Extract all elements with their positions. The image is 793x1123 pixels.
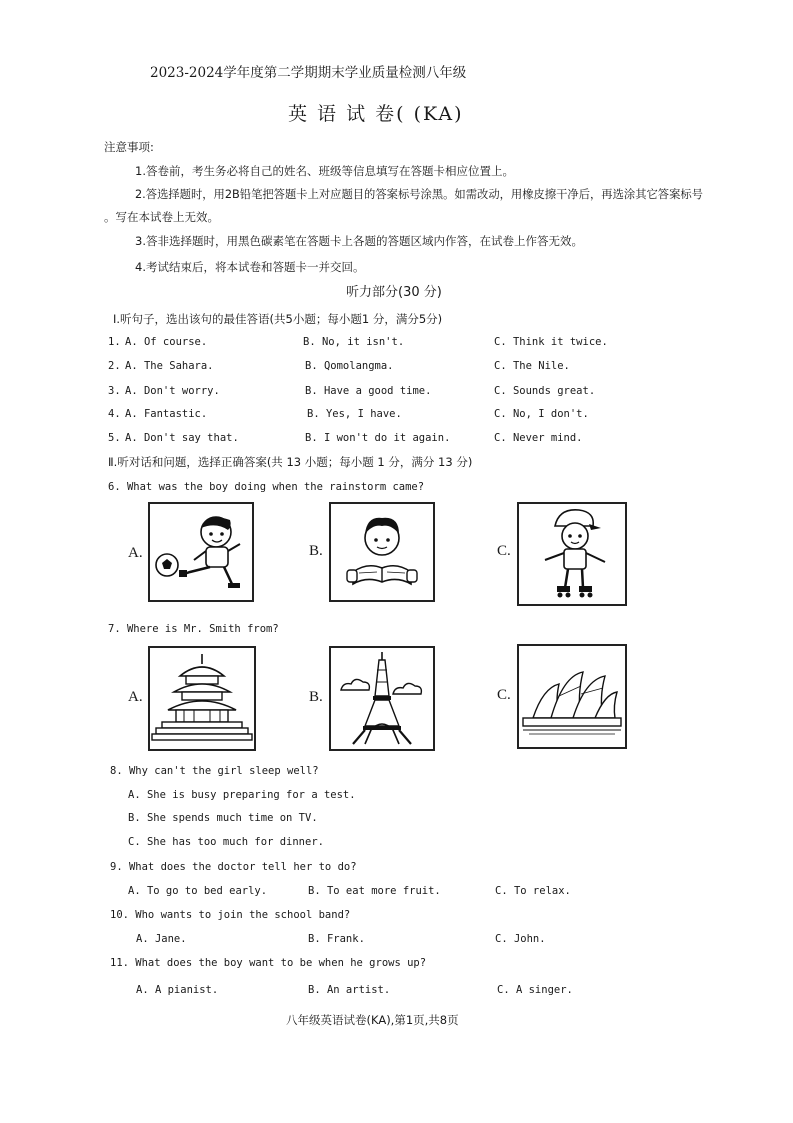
picture-label-c: C. <box>497 687 511 703</box>
notice-item-1: 1.答卷前，考生务必将自己的姓名、班级等信息填写在答题卡相应位置上。 <box>135 164 514 178</box>
option-a: A. Of course. <box>125 336 208 348</box>
notice-item-4: 4.考试结束后，将本试卷和答题卡一并交回。 <box>135 260 365 274</box>
question-11: 11. What does the boy want to be when he grows up? <box>110 957 427 969</box>
option-c: C. Think it twice. <box>494 336 608 348</box>
section-heading-listening: 听力部分(30 分) <box>346 285 442 300</box>
boy-reading-book-drawing <box>331 504 433 600</box>
notice-item-2: 2.答选择题时，用2B铅笔把答题卡上对应题目的答案标号涂黑。如需改动，用橡皮擦干净后，再选涂其它答案标号 <box>135 188 703 201</box>
picture-label-a: A. <box>128 689 143 705</box>
question-6: 6. What was the boy doing when the rainstorm came? <box>108 481 425 493</box>
question-10-option-a: A. Jane. <box>136 933 187 945</box>
question-10-option-b: B. Frank. <box>308 933 365 945</box>
question-10: 10. Who wants to join the school band? <box>110 909 351 921</box>
question-number: 3. <box>108 385 121 397</box>
option-c: C. The Nile. <box>494 360 570 372</box>
option-c: C. Sounds great. <box>494 385 596 397</box>
temple-of-heaven-drawing <box>150 648 254 749</box>
picture-boy-reading <box>329 502 435 602</box>
question-8-option-c: C. She has too much for dinner. <box>128 836 324 848</box>
question-number: 2. <box>108 360 121 372</box>
picture-temple-of-heaven <box>148 646 256 751</box>
notice-item-2-cont: 。写在本试卷上无效。 <box>104 210 219 224</box>
picture-label-c: C. <box>497 543 511 559</box>
part1-title: Ⅰ.听句子，选出该句的最佳答语(共5小题；每小题1 分，满分5分) <box>113 312 443 326</box>
question-9-option-c: C. To relax. <box>495 885 571 897</box>
question-8-option-b: B. She spends much time on TV. <box>128 812 318 824</box>
option-b: B. Yes, I have. <box>307 408 402 420</box>
option-c: C. Never mind. <box>494 432 583 444</box>
option-a: A. Don't say that. <box>125 432 239 444</box>
question-number: 5. <box>108 432 121 444</box>
question-10-option-c: C. John. <box>495 933 546 945</box>
question-8-option-a: A. She is busy preparing for a test. <box>128 789 356 801</box>
picture-boy-skating <box>517 502 627 606</box>
sydney-opera-house-drawing <box>519 646 625 747</box>
option-a: A. Fantastic. <box>125 408 208 420</box>
picture-sydney-opera-house <box>517 644 627 749</box>
question-9: 9. What does the doctor tell her to do? <box>110 861 357 873</box>
option-a: A. The Sahara. <box>125 360 214 372</box>
question-number: 4. <box>108 408 121 420</box>
picture-eiffel-tower <box>329 646 435 751</box>
picture-label-b: B. <box>309 543 323 559</box>
notice-heading: 注意事项: <box>104 140 154 154</box>
option-c: C. No, I don't. <box>494 408 589 420</box>
page-title: 英 语 试 卷( (KA) <box>288 103 464 125</box>
question-11-option-a: A. A pianist. <box>136 984 219 996</box>
question-7: 7. Where is Mr. Smith from? <box>108 623 279 635</box>
question-11-option-b: B. An artist. <box>308 984 391 996</box>
boy-roller-skating-drawing <box>519 504 625 604</box>
option-b: B. I won't do it again. <box>305 432 451 444</box>
question-11-option-c: C. A singer. <box>497 984 573 996</box>
question-9-option-a: A. To go to bed early. <box>128 885 268 897</box>
picture-boy-playing-football <box>148 502 254 602</box>
page-footer: 八年级英语试卷(KA),第1页,共8页 <box>286 1013 459 1027</box>
exam-header-line: 2023-2024学年度第二学期期末学业质量检测八年级 <box>150 65 467 81</box>
option-a: A. Don't worry. <box>125 385 220 397</box>
part2-title: Ⅱ.听对话和问题，选择正确答案(共 13 小题；每小题 1 分，满分 13 分) <box>108 455 473 469</box>
picture-label-b: B. <box>309 689 323 705</box>
eiffel-tower-drawing <box>331 648 433 749</box>
option-b: B. No, it isn't. <box>303 336 405 348</box>
question-number: 1. <box>108 336 121 348</box>
notice-item-3: 3.答非选择题时，用黑色碳素笔在答题卡上各题的答题区域内作答，在试卷上作答无效。 <box>135 234 583 248</box>
question-9-option-b: B. To eat more fruit. <box>308 885 441 897</box>
option-b: B. Have a good time. <box>305 385 432 397</box>
picture-label-a: A. <box>128 545 143 561</box>
boy-kicking-ball-drawing <box>150 504 252 600</box>
question-8: 8. Why can't the girl sleep well? <box>110 765 319 777</box>
option-b: B. Qomolangma. <box>305 360 394 372</box>
